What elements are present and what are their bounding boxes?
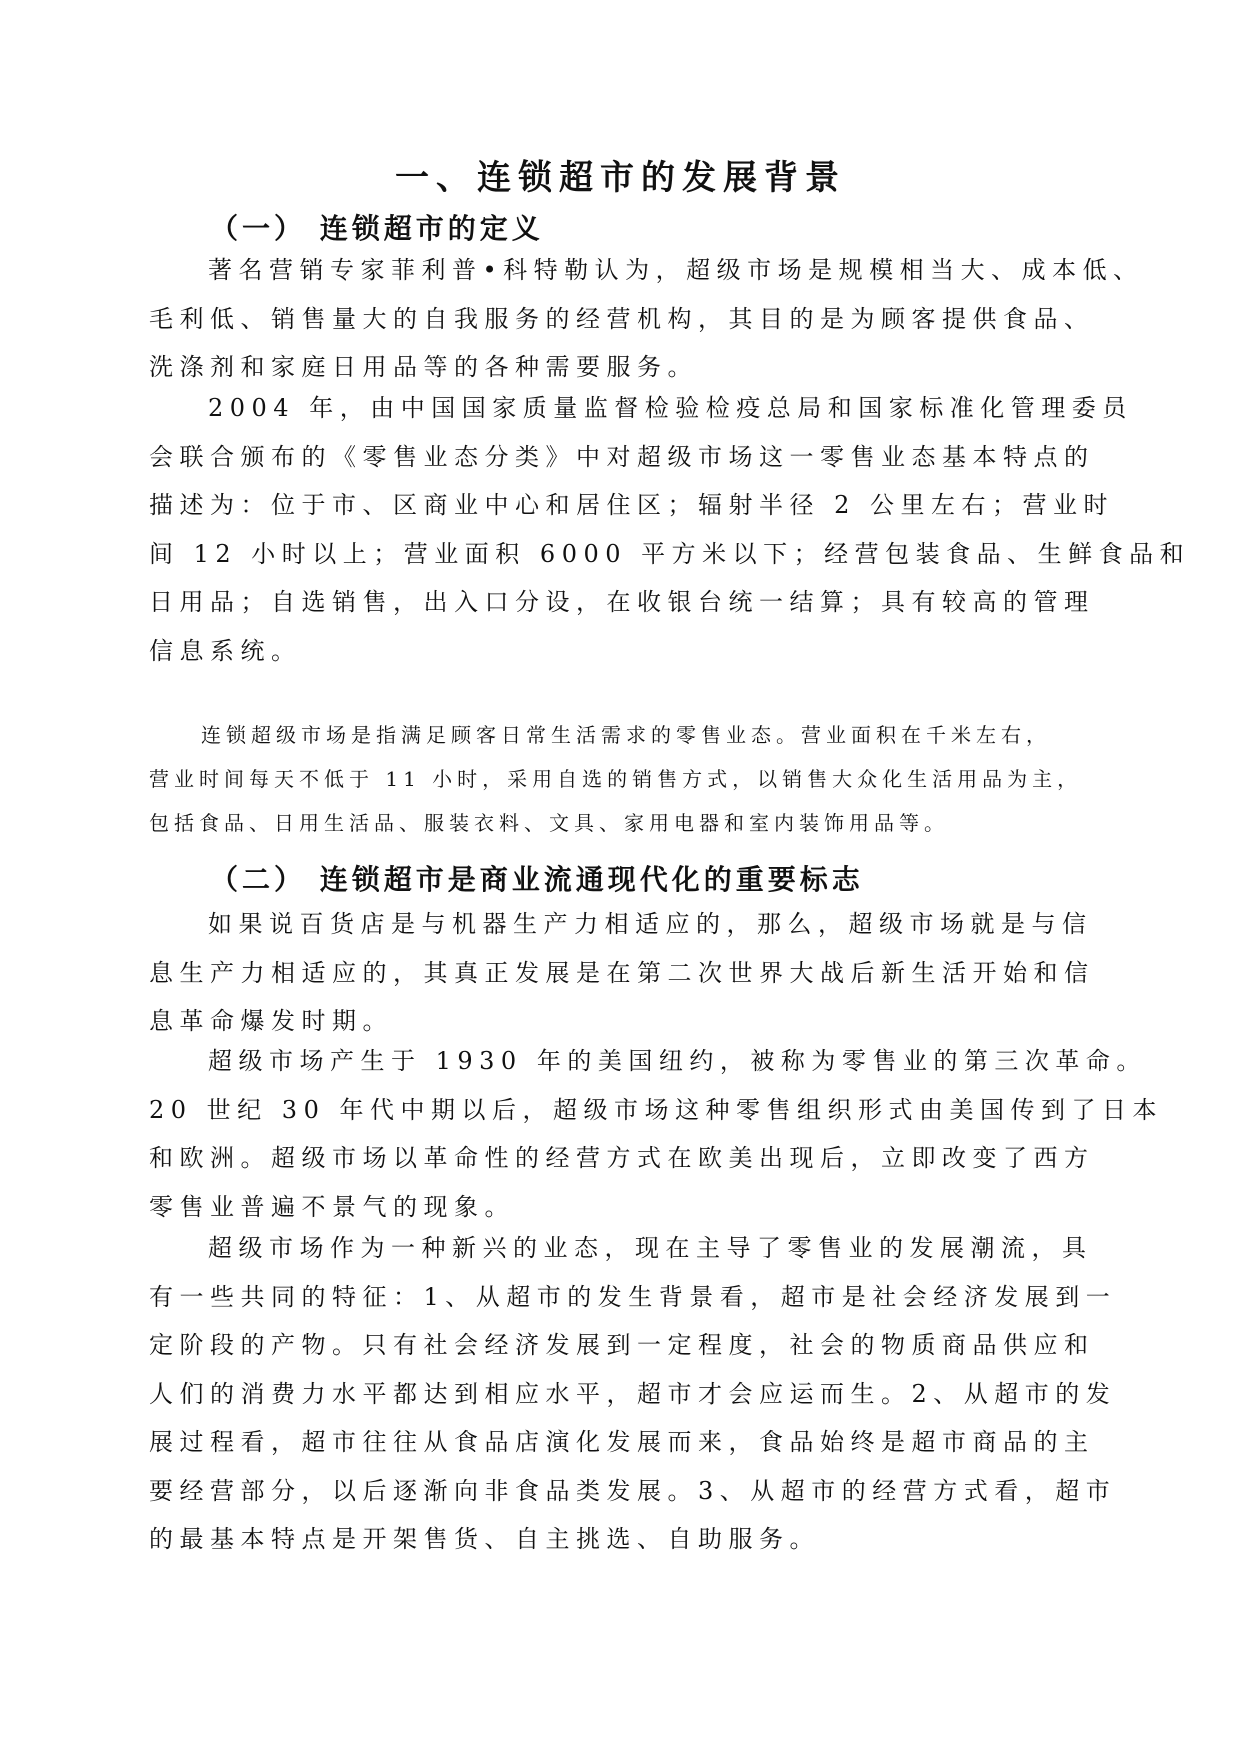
text-line: 包括食品、日用生活品、服装衣料、文具、家用电器和室内装饰用品等。 <box>149 811 949 835</box>
text-line: 洗涤剂和家庭日用品等的各种需要服务。 <box>149 353 698 381</box>
text-line: 息革命爆发时期。 <box>149 1007 393 1035</box>
paragraph-information-productivity <box>149 900 1110 1046</box>
text-line: 间 12 小时以上；营业面积 6000 平方米以下；经营包装食品、生鲜食品和 <box>149 539 1191 568</box>
text-line: 要经营部分，以后逐渐向非食品类发展。3、从超市的经营方式看，超市 <box>149 1476 1117 1505</box>
text-line: 和欧洲。超级市场以革命性的经营方式在欧美出现后，立即改变了西方 <box>149 1144 1095 1172</box>
section-heading-modernization: （二） 连锁超市是商业流通现代化的重要标志 <box>210 863 864 896</box>
text-line: 2004 年，由中国国家质量监督检验检疫总局和国家标准化管理委员 <box>208 394 1133 422</box>
text-line: 展过程看，超市往往从食品店演化发展而来，食品始终是超市商品的主 <box>149 1428 1095 1456</box>
section-heading-definition: （一） 连锁超市的定义 <box>210 212 544 245</box>
text-line: 超级市场产生于 1930 年的美国纽约，被称为零售业的第三次革命。 <box>208 1047 1147 1075</box>
paragraph-supermarket-origin <box>149 1037 1163 1231</box>
text-line: 日用品；自选销售，出入口分设，在收银台统一结算；具有较高的管理 <box>149 588 1095 616</box>
paragraph-common-features <box>149 1224 1117 1564</box>
paragraph-2004-classification <box>149 384 1191 675</box>
paragraph-kotler-definition <box>149 246 1144 392</box>
text-line: 描述为：位于市、区商业中心和居住区；辐射半径 2 公里左右；营业时 <box>149 491 1115 519</box>
paragraph-chain-supermarket-definition <box>149 713 1110 845</box>
text-line: 人们的消费力水平都达到相应水平，超市才会应运而生。2、从超市的发 <box>149 1379 1117 1408</box>
text-line: 有一些共同的特征：1、从超市的发生背景看，超市是社会经济发展到一 <box>149 1282 1117 1311</box>
text-line: 连锁超级市场是指满足顾客日常生活需求的零售业态。营业面积在千米左右， <box>201 723 1051 747</box>
page-title: 一、连锁超市的发展背景 <box>395 158 846 198</box>
text-line: 会联合颁布的《零售业态分类》中对超级市场这一零售业态基本特点的 <box>149 442 1095 471</box>
text-line: 息生产力相适应的，其真正发展是在第二次世界大战后新生活开始和信 <box>149 958 1095 987</box>
text-line: 定阶段的产物。只有社会经济发展到一定程度，社会的物质商品供应和 <box>149 1331 1095 1359</box>
text-line: 20 世纪 30 年代中期以后，超级市场这种零售组织形式由美国传到了日本 <box>149 1095 1163 1124</box>
text-line: 零售业普遍不景气的现象。 <box>149 1192 515 1221</box>
text-line: 的最基本特点是开架售货、自主挑选、自助服务。 <box>149 1525 820 1553</box>
text-line: 毛利低、销售量大的自我服务的经营机构，其目的是为顾客提供食品、 <box>149 304 1095 333</box>
text-line: 超级市场作为一种新兴的业态，现在主导了零售业的发展潮流，具 <box>208 1234 1093 1262</box>
text-line: 信息系统。 <box>149 636 302 665</box>
text-line: 营业时间每天不低于 11 小时，采用自选的销售方式，以销售大众化生活用品为主， <box>149 767 1083 791</box>
text-line: 如果说百货店是与机器生产力相适应的，那么，超级市场就是与信 <box>208 910 1093 938</box>
text-line: 著名营销专家菲利普•科特勒认为，超级市场是规模相当大、成本低、 <box>208 256 1144 284</box>
